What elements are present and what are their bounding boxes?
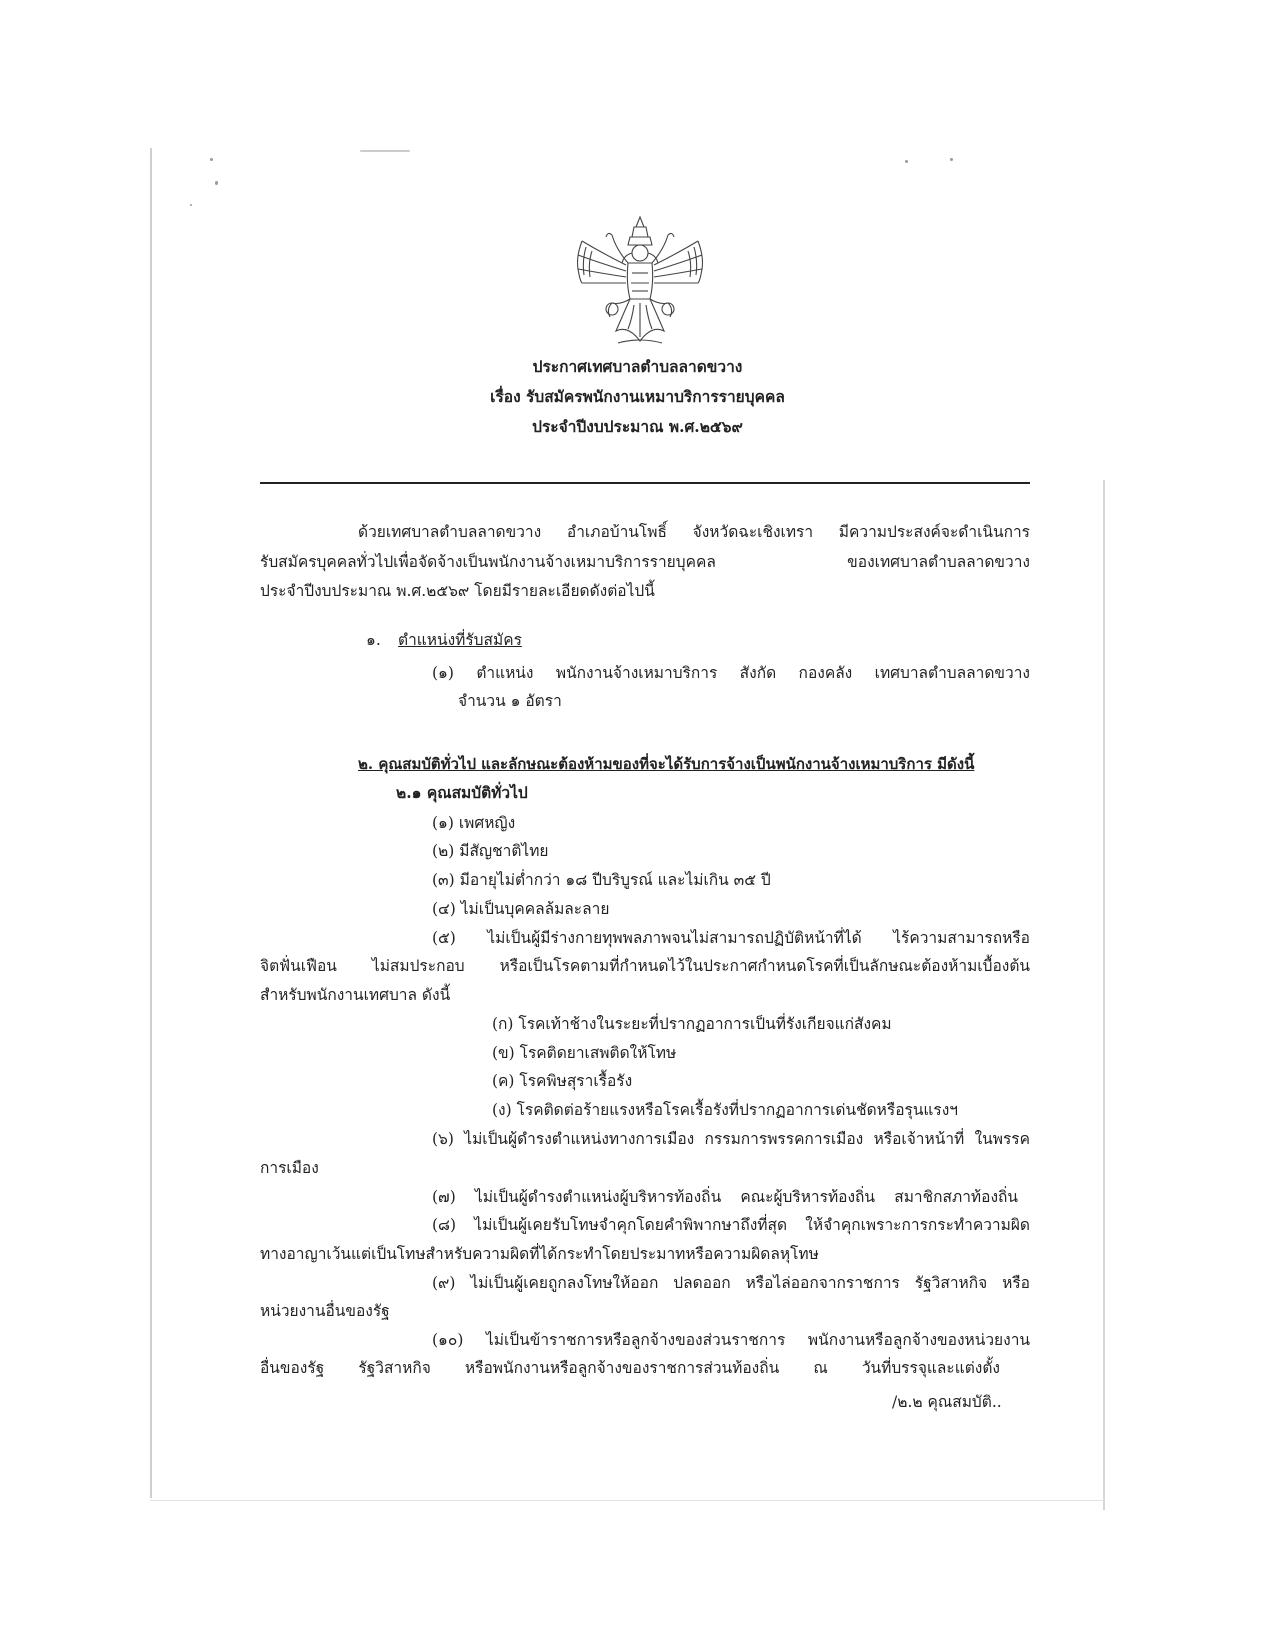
scan-speck — [190, 204, 192, 206]
qualification-2: (๒) มีสัญชาติไทย — [432, 842, 549, 860]
garuda-emblem-icon — [572, 213, 708, 349]
page-continuation: /๒.๒ คุณสมบัติ.. — [892, 1393, 1002, 1411]
scan-speck — [210, 158, 213, 161]
section2-subtitle: ๒.๑ คุณสมบัติทั่วไป — [396, 783, 528, 802]
qualification-4: (๔) ไม่เป็นบุคคลล้มละลาย — [432, 900, 610, 918]
section1-number: ๑. — [366, 631, 381, 649]
section2-title: ๒. คุณสมบัติทั่วไป และลักษณะต้องห้ามของที่จะได้รับการจ้างเป็นพนักงานจ้างเหมาบริการ มีดังนี้ — [358, 755, 975, 773]
header-divider — [260, 482, 1030, 484]
scan-edge-right — [1103, 480, 1105, 1510]
qualification-9-line1: (๙) ไม่เป็นผู้เคยถูกลงโทษให้ออก ปลดออก หรือไล่ออกจากราชการ รัฐวิสาหกิจ หรือ — [432, 1274, 1030, 1292]
section1-title: ตำแหน่งที่รับสมัคร — [398, 631, 522, 649]
scan-speck — [950, 158, 953, 161]
qualification-7: (๗) ไม่เป็นผู้ดำรงตำแหน่งผู้บริหารท้องถิ่น คณะผู้บริหารท้องถิ่น สมาชิกสภาท้องถิ่น — [432, 1188, 1018, 1206]
intro-line-2: รับสมัครบุคคลทั่วไปเพื่อจัดจ้างเป็นพนักงานจ้างเหมาบริการรายบุคคล ของเทศบาลตำบลลาดขวาง — [260, 553, 1030, 571]
scan-edge-left — [150, 148, 152, 1498]
disease-b: (ข) โรคติดยาเสพติดให้โทษ — [492, 1044, 677, 1062]
section1-item-line1: (๑) ตำแหน่ง พนักงานจ้างเหมาบริการ สังกัด กองคลัง เทศบาลตำบลลาดขวาง — [432, 664, 1030, 682]
announcement-title: ประกาศเทศบาลตำบลลาดขวาง — [532, 357, 743, 376]
qualification-8-line1: (๘) ไม่เป็นผู้เคยรับโทษจำคุกโดยคำพิพากษาถึงที่สุด ให้จำคุกเพราะการกระทำความผิด — [432, 1216, 1030, 1234]
section1-item-line2: จำนวน ๑ อัตรา — [458, 692, 562, 710]
qualification-5-line3: สำหรับพนักงานเทศบาล ดังนี้ — [260, 986, 451, 1004]
qualification-3: (๓) มีอายุไม่ต่ำกว่า ๑๘ ปีบริบูรณ์ และไม่เกิน ๓๕ ปี — [432, 871, 771, 889]
intro-line-1: ด้วยเทศบาลตำบลลาดขวาง อำเภอบ้านโพธิ์ จังหวัดฉะเชิงเทรา มีความประสงค์จะดำเนินการ — [358, 523, 1030, 541]
disease-c: (ค) โรคพิษสุราเรื้อรัง — [492, 1072, 633, 1090]
qualification-10-line2: อื่นของรัฐ รัฐวิสาหกิจ หรือพนักงานหรือลูกจ้างของราชการส่วนท้องถิ่น ณ วันที่บรรจุและแต่งตั้ง — [260, 1359, 1000, 1377]
qualification-9-line2: หน่วยงานอื่นของรัฐ — [260, 1302, 390, 1320]
scan-speck — [360, 150, 410, 152]
disease-d: (ง) โรคติดต่อร้ายแรงหรือโรคเรื้อรังที่ปรากฏอาการเด่นชัดหรือรุนแรงฯ — [492, 1101, 959, 1119]
qualification-5-line1: (๕) ไม่เป็นผู้มีร่างกายทุพพลภาพจนไม่สามารถปฏิบัติหน้าที่ได้ ไร้ความสามารถหรือ — [432, 929, 1030, 947]
qualification-6-line2: การเมือง — [260, 1159, 319, 1177]
scan-speck — [215, 181, 218, 185]
qualification-5-line2: จิตฟั่นเฟือน ไม่สมประกอบ หรือเป็นโรคตามที่กำหนดไว้ในประกาศกำหนดโรคที่เป็นลักษณะต้องห้ามเบื้องต้น — [260, 957, 1030, 975]
qualification-6-line1: (๖) ไม่เป็นผู้ดำรงตำแหน่งทางการเมือง กรรมการพรรคการเมือง หรือเจ้าหน้าที่ ในพรรค — [432, 1130, 1030, 1148]
qualification-1: (๑) เพศหญิง — [432, 814, 516, 832]
announcement-fiscal-year: ประจำปีงบประมาณ พ.ศ.๒๕๖๙ — [532, 417, 743, 436]
qualification-8-line2: ทางอาญาเว้นแต่เป็นโทษสำหรับความผิดที่ได้กระทำโดยประมาทหรือความผิดลหุโทษ — [260, 1245, 819, 1263]
intro-line-3: ประจำปีงบประมาณ พ.ศ.๒๕๖๙ โดยมีรายละเอียดดังต่อไปนี้ — [260, 582, 655, 600]
qualification-10-line1: (๑๐) ไม่เป็นข้าราชการหรือลูกจ้างของส่วนราชการ พนักงานหรือลูกจ้างของหน่วยงาน — [432, 1331, 1030, 1349]
announcement-subject: เรื่อง รับสมัครพนักงานเหมาบริการรายบุคคล — [490, 387, 785, 406]
scan-speck — [905, 160, 908, 163]
scan-edge-bottom — [150, 1500, 1105, 1501]
disease-a: (ก) โรคเท้าช้างในระยะที่ปรากฏอาการเป็นที่รังเกียจแก่สังคม — [492, 1015, 892, 1033]
